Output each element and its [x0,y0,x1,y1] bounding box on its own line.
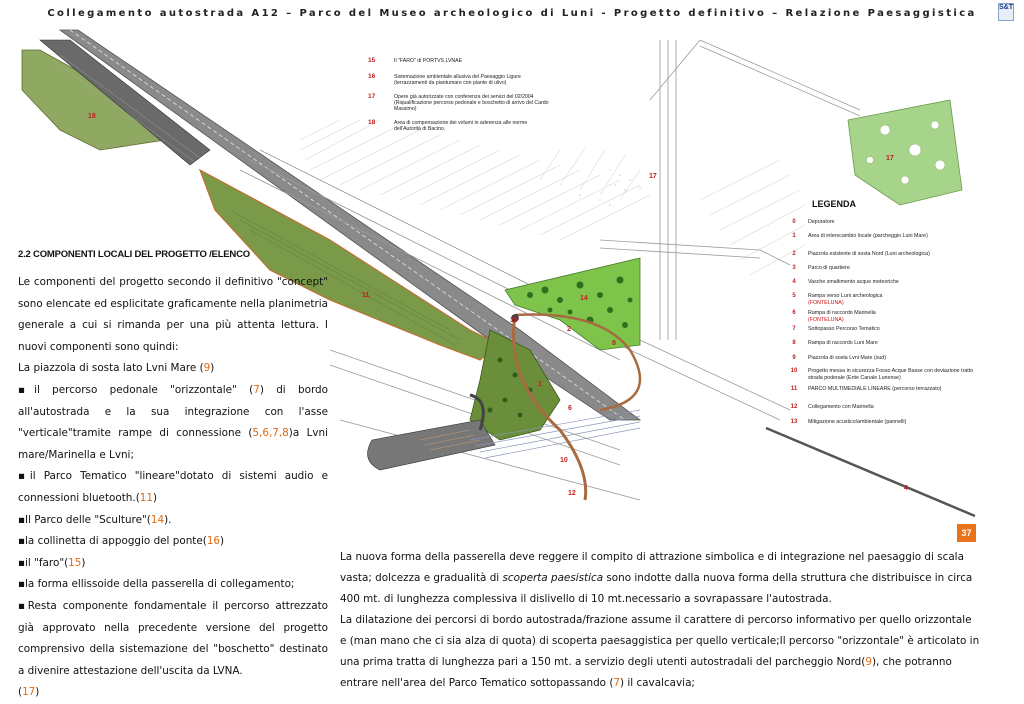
bottom-text-column [340,547,980,694]
list-item: ▪la collinetta di appoggio del ponte(16) [18,535,225,548]
map-label-6: 6 [568,405,572,412]
list-item: ▪il percorso pedonale "orizzontale" (7) di bordo all'autostrada e la sua integrazione con l'asse "verticale"tramite rampe di connessione (5,6,7,8)a Lvni mare/Marinella e Lvni; [18,383,329,461]
list-item: ▪la forma ellissoide della passerella di collegamento; [18,578,295,591]
bottom-paragraph-1: La nuova forma della passerella deve reggere il compito di attrazione simbolica e di integrazione nel paesaggio di scala vasta; dolcezza e gradualità di scoperta paesistica sono indotte dalla nuova forma della struttura che distribuisce in circa 400 mt. di lunghezza complessiva il dislivello di 10 mt.necessario a sovrapassare l'autostrada. [340,551,973,605]
map-label-18: 18 [88,113,96,120]
wood-park-17 [848,100,962,205]
document-header: Collegamento autostrada A12 – Parco del Museo archeologico di Luni - Progetto definitivo – Relazione Paesaggistica [47,8,977,19]
list-item: ▪Il Parco delle "Sculture"(14). [18,513,172,526]
map-label-17-road: 17 [649,173,657,180]
acoustic-barrier-13 [766,428,975,516]
bottom-paragraph-2: La dilatazione dei percorsi di bordo autostrada/frazione assume il carattere di percorso informativo per quello orizzontale e (man mano che ci sia alza di quota) di scoperta paesaggistica per quello verticale;Il percorso "orizzontale" è articolato in una prima tratta di lunghezza pari a 150 mt. a servizio degli utenti autostradali del parcheggio Nord(9), che potranno entrare nell'area del Parco Tematico sottopassando (7) il cavalcavia; [340,614,980,689]
parking-south-9 [368,420,496,470]
corner-logo: S&T [998,3,1014,21]
map-label-14: 14 [580,295,588,302]
map-label-12: 12 [568,490,576,497]
list-item: ▪il "faro"(15) [18,556,86,569]
map-label-1: 1 [538,381,542,388]
map-label-2: 2 [567,326,571,333]
map-label-15: 15 [510,317,518,324]
section-title: 2.2 COMPONENTI LOCALI DEL PROGETTO /ELENCO [18,249,250,260]
list-item: (17) [18,686,40,699]
list-item: La piazzola di sosta lato Lvni Mare (9) [18,362,215,375]
map-label-17-right: 17 [886,155,894,162]
map-label-10: 10 [560,457,568,464]
map-label-4: 4 [904,485,908,492]
list-item: ▪il Parco Tematico "lineare"dotato di sistemi audio e connessioni bluetooth.(11) [18,470,328,504]
page-number-badge: 37 [957,524,976,542]
list-item: ▪Resta componente fondamentale il percorso attrezzato già approvato nella precedente versione del progetto comprensivo della sistemazione del "boschetto" destinato a divenire attestazione dell'uscita da LVNA. [18,599,328,677]
intro-paragraph: Le componenti del progetto secondo il definitivo "concept" sono elencate ed esplicitate graficamente nella planimetria generale a cui si rimanda per una più attenta lettura. I nuovi componenti sono quindi: [18,276,328,353]
left-text-column [18,272,328,704]
map-label-11: 11 [362,292,370,299]
legend-title: LEGENDA [812,199,857,209]
map-label-8: 8 [612,340,616,347]
